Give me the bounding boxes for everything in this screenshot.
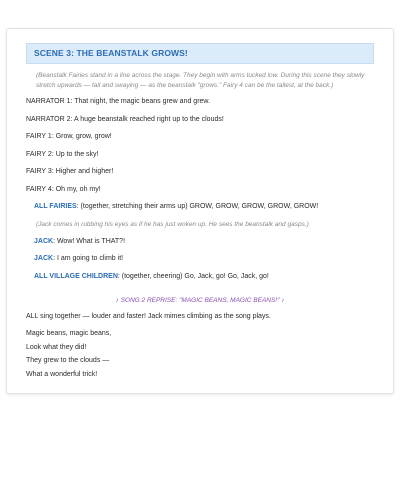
music-note-icon: ♪: [281, 296, 285, 304]
line-fairy-1: FAIRY 1: Grow, grow, grow!: [26, 133, 112, 140]
line-all-fairies: [26, 202, 374, 212]
verse-line-1: Magic beans, magic beans,: [26, 330, 112, 337]
verse-line-2: Look what they did!: [26, 343, 87, 351]
stage-direction-jack: (Jack comes in rubbing his eyes as if he has just woken up. He sees the beanstalk and gasps.): [36, 220, 309, 228]
line-jack-2: [26, 254, 374, 264]
music-note-icon: ♪: [115, 296, 119, 304]
line-fairy-4: FAIRY 4: Oh my, oh my!: [26, 185, 101, 193]
line-all-village-children: [26, 272, 374, 282]
script-page: [6, 28, 394, 394]
speaker-jack: JACK: [34, 255, 54, 262]
dialogue-jack-2: : I am going to climb it!: [53, 255, 124, 262]
line-fairy-2: FAIRY 2: Up to the sky!: [26, 150, 99, 158]
dialogue-all-village-children: : (together, cheering) Go, Jack, go! Go, Jack, go!: [117, 272, 269, 280]
speaker-jack: JACK: [34, 237, 54, 245]
dialogue-all-fairies: : (together, stretching their arms up) GROW, GROW, GROW, GROW, GROW!: [76, 203, 319, 210]
verse-line-3: They grew to the clouds —: [26, 357, 110, 364]
line-fairy-3: FAIRY 3: Higher and higher!: [26, 168, 114, 175]
stage-direction-intro: (Beanstalk Fairies stand in a line across the stage. They begin with arms tucked low. During this scene they slowly stretch upwards — tall and swaying — as the beanstalk "grows." Fairy 4 can be the tallest, at the back.): [36, 72, 365, 89]
verse-line-4: What a wonderful trick!: [26, 370, 98, 378]
line-jack-1: [26, 237, 374, 247]
song-title: SONG 2 REPRISE: "MAGIC BEANS, MAGIC BEANS!": [120, 296, 280, 304]
dialogue-jack-1: : Wow! What is THAT?!: [53, 237, 126, 245]
speaker-all-fairies: ALL FAIRIES: [34, 203, 77, 210]
line-narrator-2: NARRATOR 2: A huge beanstalk reached right up to the clouds!: [26, 115, 224, 123]
song-direction: ALL sing together — louder and faster! Jack mimes climbing as the song plays.: [26, 312, 271, 320]
line-narrator-1: NARRATOR 1: That night, the magic beans grew and grew.: [26, 98, 211, 105]
song-heading: [26, 296, 374, 306]
scene-title: SCENE 3: THE BEANSTALK GROWS!: [26, 43, 374, 64]
speaker-all-village-children: ALL VILLAGE CHILDREN: [34, 272, 118, 280]
